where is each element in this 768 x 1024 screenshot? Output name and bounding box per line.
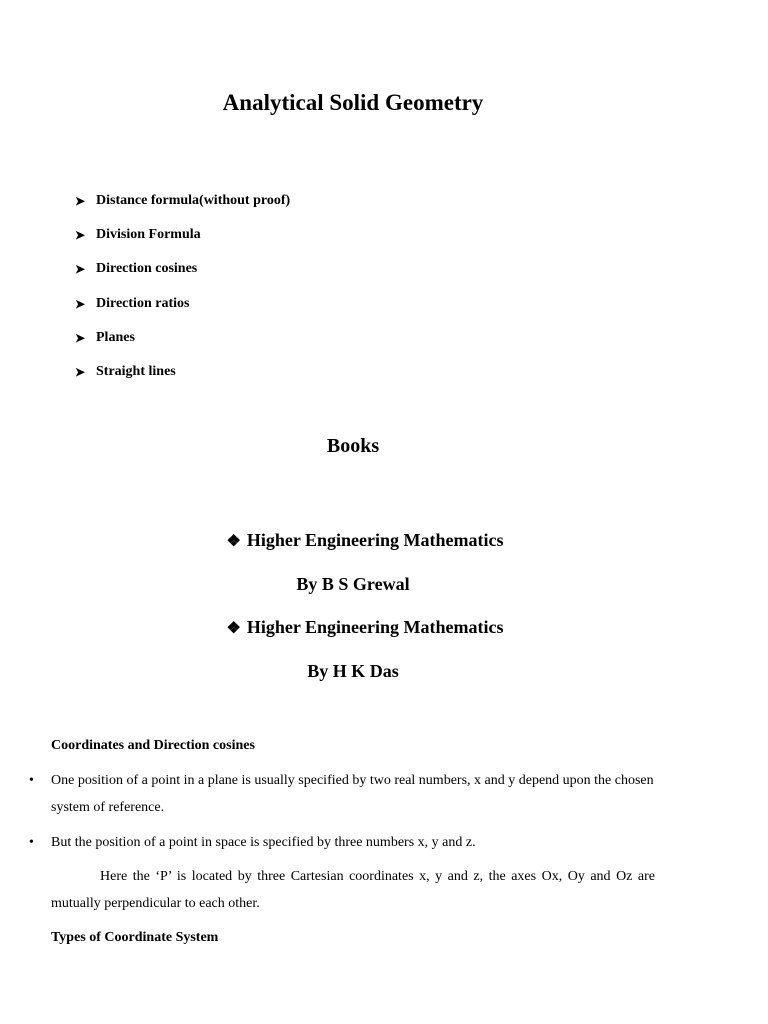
topic-label: Distance formula(without proof): [96, 193, 291, 208]
arrow-bullet-icon: ➤: [75, 365, 86, 379]
topic-label: Direction cosines: [96, 261, 198, 276]
bullet-paragraph: But the position of a point in space is specified by three numbers x, y and z.: [51, 835, 476, 850]
topic-label: Division Formula: [96, 227, 201, 242]
topic-label: Direction ratios: [96, 296, 190, 311]
topic-item: [75, 295, 189, 313]
four-diamond-bullet-icon: ❖: [226, 533, 241, 550]
arrow-bullet-icon: ➤: [75, 194, 86, 208]
four-diamond-bullet-icon: ❖: [226, 620, 241, 637]
subheading: Types of Coordinate System: [51, 930, 219, 945]
bullet-paragraph: One position of a point in a plane is usually specified by two real numbers, x and y depend upon the chosen system of reference.: [51, 773, 654, 815]
book-title-row: [0, 615, 730, 641]
section-heading: Coordinates and Direction cosines: [51, 738, 255, 753]
bullet-dot-icon: •: [29, 835, 34, 850]
arrow-bullet-icon: ➤: [75, 297, 86, 311]
books-heading: Books: [326, 435, 380, 457]
body-paragraph: Here the ‘P’ is located by three Cartesian coordinates x, y and z, the axes Ox, Oy and Oz are mutually perpendicular to each other.: [51, 869, 655, 911]
book-title: Higher Engineering Mathematics: [246, 617, 504, 637]
book-author: By B S Grewal: [296, 574, 410, 594]
topic-item: [75, 260, 197, 278]
book-title: Higher Engineering Mathematics: [246, 530, 504, 550]
arrow-bullet-icon: ➤: [75, 331, 86, 345]
bullet-dot-icon: •: [29, 773, 34, 788]
topic-item: [75, 226, 201, 244]
arrow-bullet-icon: ➤: [75, 228, 86, 242]
book-author: By H K Das: [307, 661, 399, 681]
topic-item: [75, 363, 176, 381]
topic-item: [75, 329, 135, 347]
topic-label: Straight lines: [96, 364, 176, 379]
topic-label: Planes: [96, 330, 135, 345]
book-title-row: [0, 528, 730, 554]
topic-item: [75, 192, 290, 210]
page-title: Analytical Solid Geometry: [222, 90, 484, 115]
arrow-bullet-icon: ➤: [75, 262, 86, 276]
